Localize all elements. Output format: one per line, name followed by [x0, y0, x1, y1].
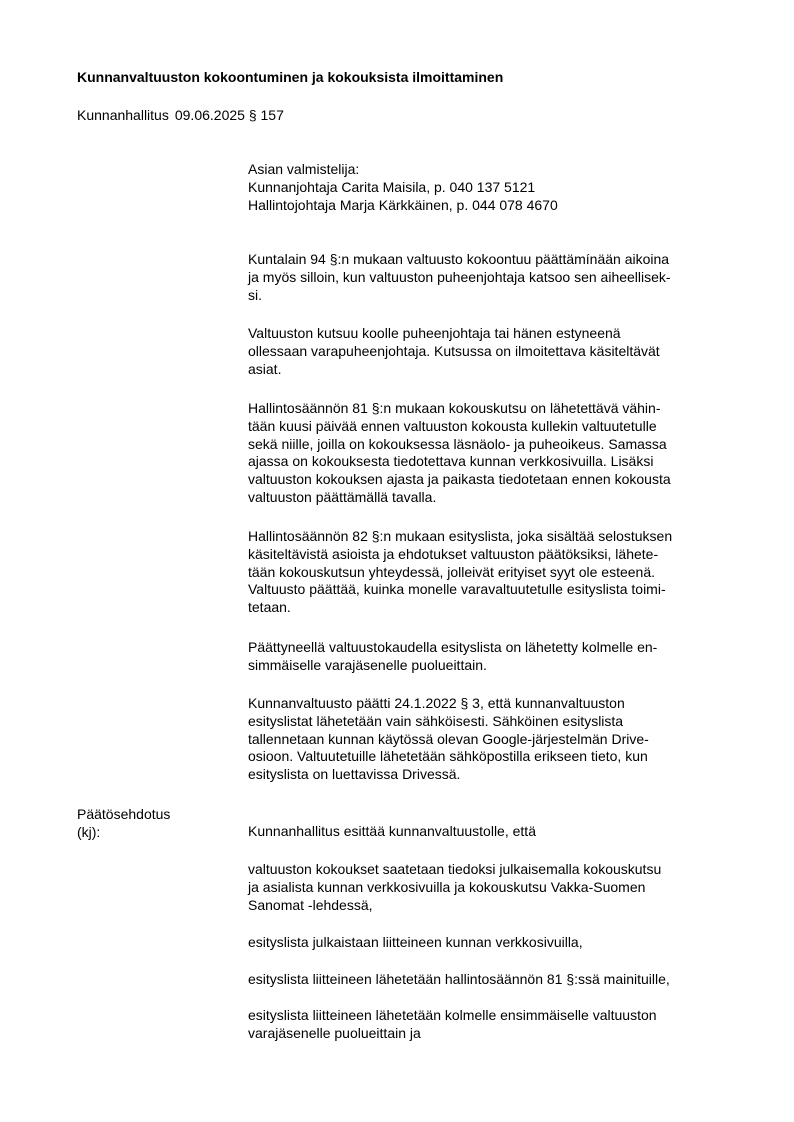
meeting-reference — [77, 106, 284, 124]
text-line: Hallintosäännön 81 §:n mukaan kokouskutsu on lähetettävä vähin- — [248, 400, 661, 416]
text-line: valtuuston päättämällä tavalla. — [248, 488, 437, 505]
text-line: tään kuusi päivää ennen valtuuston kokousta kullekin valtuutetulle — [248, 417, 657, 434]
proposal-label: Päätösehdotus — [77, 806, 171, 822]
text-line: tetaan. — [248, 599, 291, 616]
proposal-item — [248, 861, 738, 914]
text-line: esityslista on luettavissa Drivessä. — [248, 766, 461, 783]
preparer-line: Kunnanjohtaja Carita Maisila, p. 040 137 5121 — [248, 178, 536, 195]
text-line: asiat. — [248, 360, 282, 377]
preparer-block — [248, 161, 738, 214]
text-line: Kuntalain 94 §:n mukaan valtuusto kokoontuu päättämínään aikoina — [248, 251, 670, 267]
text-line: ollessaan varapuheenjohtaja. Kutsussa on ilmoitettava käsiteltävät — [248, 342, 660, 359]
text-line: Kunnanvaltuusto päätti 24.1.2022 § 3, että kunnanvaltuuston — [248, 695, 625, 711]
paragraph-sahkoinen-esityslista — [248, 695, 738, 784]
meeting-ref: 09.06.2025 § 157 — [174, 107, 284, 123]
paragraph-hallintosaanto-81 — [248, 400, 738, 507]
text-line: varajäsenelle puolueittain ja — [248, 1024, 421, 1041]
text-line: Valtuusto päättää, kuinka monelle varavaltuutetulle esityslista toimi- — [248, 581, 666, 598]
text-line: ja myös silloin, kun valtuuston puheenjohtaja katsoo sen aiheellisek- — [248, 268, 671, 285]
paragraph-kuntalaki — [248, 251, 738, 304]
text-line: Sanomat -lehdessä, — [248, 896, 373, 913]
text-line: esityslistat lähetetään vain sähköisesti. Sähköinen esityslista — [248, 712, 624, 729]
text-line: tallennetaan kunnan käytössä olevan Google-järjestelmän Drive- — [248, 730, 649, 747]
preparer-line: Hallintojohtaja Marja Kärkkäinen, p. 044 078 4670 — [248, 196, 558, 213]
text-line: simmäiselle varajäsenelle puolueittain. — [248, 656, 487, 673]
text-line: tään kokouskutsun yhteydessä, jolleivät erityiset syyt ole esteenä. — [248, 563, 655, 580]
text-line: esityslista liitteineen lähetetään hallintosäännön 81 §:ssä mainituille, — [248, 971, 670, 987]
paragraph-edellinen-kausi — [248, 639, 738, 675]
text-line: Päättyneellä valtuustokaudella esityslista on lähetetty kolmelle en- — [248, 639, 658, 655]
text-line: käsiteltävistä asioista ja ehdotukset valtuuston päätöksiksi, lähete- — [248, 545, 659, 562]
text-line: esityslista julkaistaan liitteineen kunnan verkkosivuilla, — [248, 934, 583, 950]
text-line: ja asialista kunnan verkkosivuilla ja kokouskutsu Vakka-Suomen — [248, 878, 646, 895]
proposal-item — [248, 934, 738, 952]
body-name: Kunnanhallitus — [77, 107, 169, 123]
text-line: esityslista liitteineen lähetetään kolmelle ensimmäiselle valtuuston — [248, 1007, 657, 1023]
text-line: valtuuston kokoukset saatetaan tiedoksi julkaisemalla kokouskutsu — [248, 861, 662, 877]
text-line: Hallintosäännön 82 §:n mukaan esityslista, joka sisältää selostuksen — [248, 528, 673, 544]
proposal-item — [248, 1007, 738, 1043]
text-line: ajassa on kokouksesta tiedotettava kunnan verkkosivuilla. Lisäksi — [248, 453, 654, 470]
preparer-heading: Asian valmistelija: — [248, 161, 360, 177]
text-line: osioon. Valtuutetuille lähetetään sähköpostilla erikseen tieto, kun — [248, 748, 648, 765]
text-line: Valtuuston kutsuu koolle puheenjohtaja tai hänen estyneenä — [248, 325, 621, 341]
text-line: Kunnanhallitus esittää kunnanvaltuustolle, että — [248, 823, 536, 839]
paragraph-kutsu — [248, 325, 738, 378]
text-line: si. — [248, 286, 262, 303]
document-title: Kunnanvaltuuston kokoontuminen ja kokouksista ilmoittaminen — [77, 69, 504, 85]
proposal-label-sub: (kj): — [77, 824, 101, 840]
text-line: valtuuston kokouksen ajasta ja paikasta tiedotetaan ennen kokousta — [248, 471, 671, 488]
text-line: sekä niille, joilla on kokouksessa läsnäolo- ja puheoikeus. Samassa — [248, 435, 667, 452]
paragraph-hallintosaanto-82 — [248, 528, 738, 617]
proposal-item — [248, 971, 738, 989]
proposal-intro — [248, 823, 738, 841]
